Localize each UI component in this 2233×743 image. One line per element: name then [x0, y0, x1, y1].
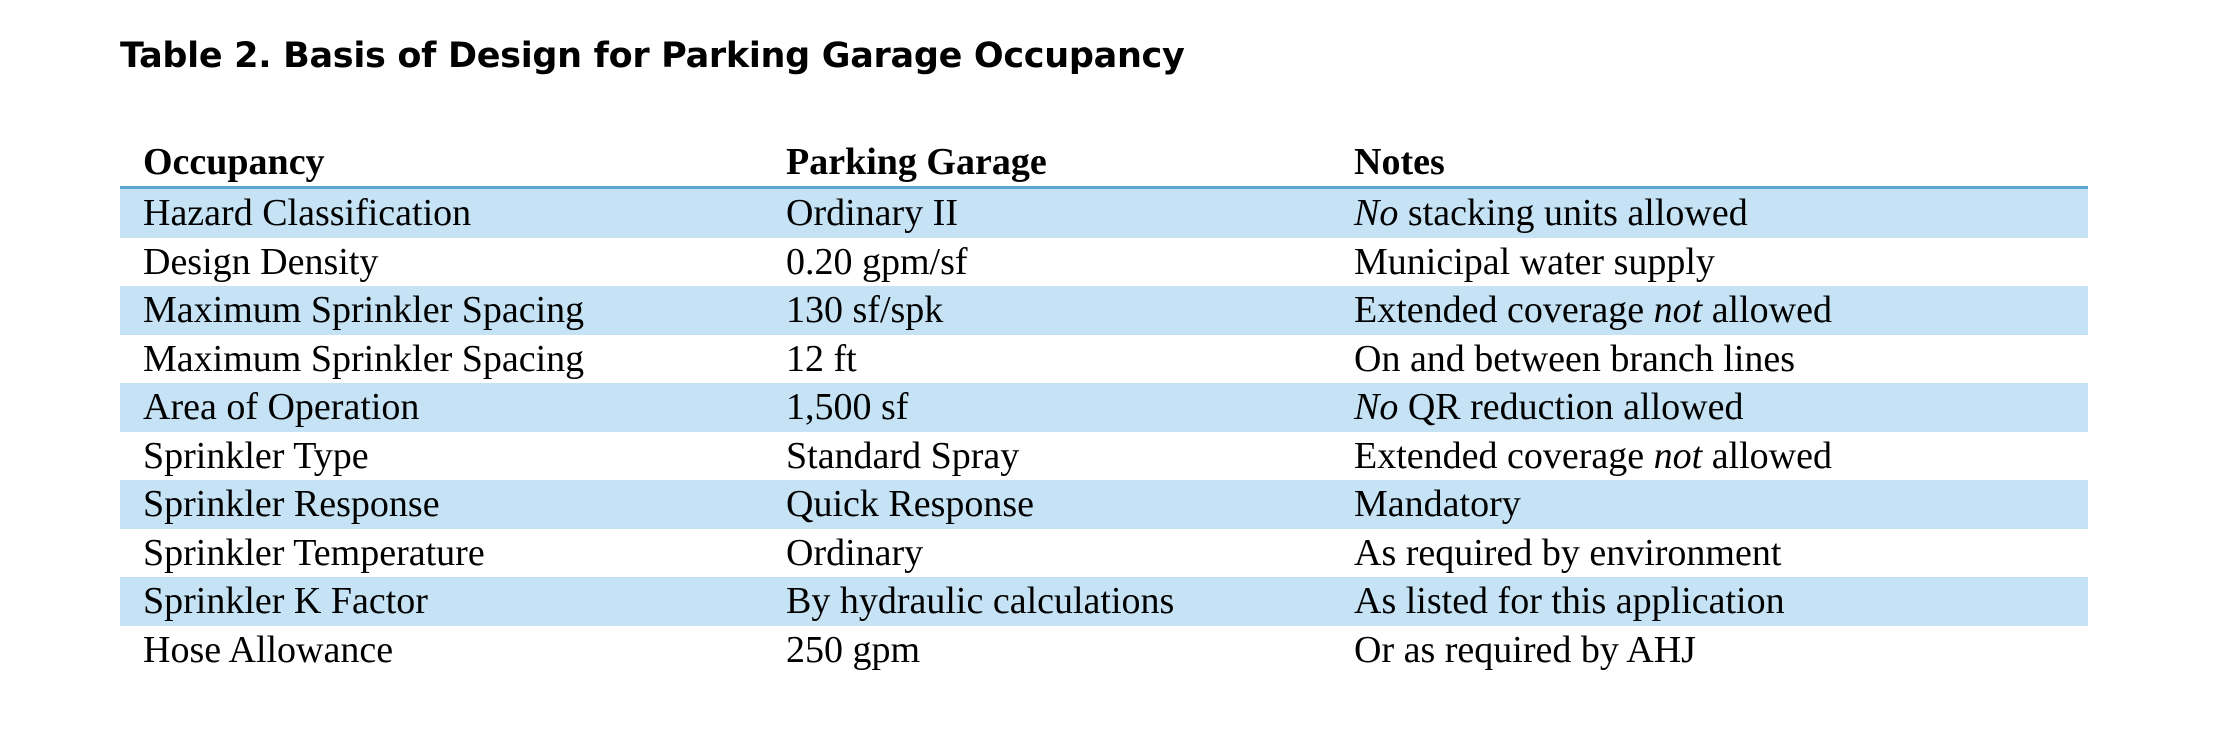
table-row — [120, 335, 2088, 384]
row-value: 130 sf/spk — [786, 289, 944, 332]
row-label: Sprinkler Response — [143, 483, 440, 526]
row-note — [1354, 383, 1743, 432]
table-row — [120, 577, 2088, 626]
row-note — [1354, 432, 1832, 481]
row-label: Maximum Sprinkler Spacing — [143, 337, 585, 380]
note-emphasis: not — [1653, 434, 1703, 477]
header-occupancy: Occupancy — [143, 141, 325, 183]
row-value: Standard Spray — [786, 434, 1020, 477]
row-note — [1354, 286, 1832, 335]
note-text: As required by environment — [1354, 531, 1782, 574]
row-label: Sprinkler K Factor — [143, 580, 428, 623]
row-label: Design Density — [143, 240, 379, 283]
table-row — [120, 238, 2088, 287]
row-label: Sprinkler Temperature — [143, 531, 485, 574]
note-emphasis: No — [1354, 192, 1399, 235]
note-text: Or as required by AHJ — [1354, 628, 1696, 671]
row-label: Sprinkler Type — [143, 434, 369, 477]
row-label: Area of Operation — [143, 386, 420, 429]
note-text: allowed — [1702, 434, 1832, 477]
row-note — [1354, 238, 1715, 287]
design-basis-table — [120, 137, 2088, 674]
row-value: By hydraulic calculations — [786, 580, 1175, 623]
row-value: Ordinary — [786, 531, 924, 574]
note-text: Extended coverage — [1354, 289, 1654, 332]
note-text: QR reduction allowed — [1398, 386, 1744, 429]
header-parking-garage: Parking Garage — [786, 141, 1047, 183]
note-text: Mandatory — [1354, 483, 1521, 526]
note-text: Extended coverage — [1354, 434, 1654, 477]
table-row — [120, 432, 2088, 481]
table-header-row — [120, 137, 2088, 189]
row-value: 250 gpm — [786, 628, 921, 671]
row-value: 12 ft — [786, 337, 857, 380]
header-notes: Notes — [1354, 141, 1445, 183]
note-text: Municipal water supply — [1354, 240, 1715, 283]
note-emphasis: not — [1653, 289, 1703, 332]
table-row — [120, 189, 2088, 238]
note-text: On and between branch lines — [1354, 337, 1796, 380]
table-row — [120, 383, 2088, 432]
row-value: 0.20 gpm/sf — [786, 240, 968, 283]
row-note — [1354, 529, 1781, 578]
row-note — [1354, 577, 1785, 626]
note-emphasis: No — [1354, 386, 1399, 429]
note-text: stacking units allowed — [1398, 192, 1748, 235]
note-text: allowed — [1702, 289, 1832, 332]
row-value: Quick Response — [786, 483, 1035, 526]
row-label: Maximum Sprinkler Spacing — [143, 289, 585, 332]
row-value: Ordinary II — [786, 192, 958, 235]
table-row — [120, 529, 2088, 578]
row-value: 1,500 sf — [786, 386, 909, 429]
table-row — [120, 626, 2088, 675]
table-row — [120, 480, 2088, 529]
table-caption: Table 2. Basis of Design for Parking Garage Occupancy — [120, 36, 1185, 76]
row-note — [1354, 626, 1696, 675]
row-note — [1354, 335, 1795, 384]
row-label: Hose Allowance — [143, 628, 394, 671]
note-text: As listed for this application — [1354, 580, 1785, 623]
row-label: Hazard Classification — [143, 192, 472, 235]
row-note — [1354, 480, 1521, 529]
table-row — [120, 286, 2088, 335]
row-note — [1354, 189, 1748, 238]
